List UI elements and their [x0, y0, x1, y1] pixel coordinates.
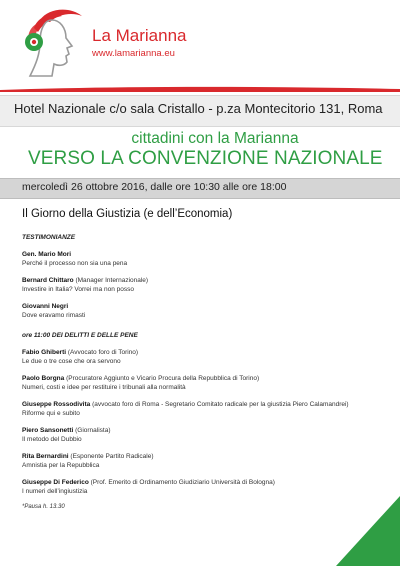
talk-title: Dove eravamo rimasti [22, 312, 86, 319]
speaker-role: (Giornalista) [73, 427, 111, 434]
day-title: Il Giorno della Giustizia (e dell’Economia) [22, 208, 233, 220]
speaker-entry [22, 426, 382, 444]
speaker-entry [22, 302, 382, 320]
speaker-entry [22, 478, 382, 496]
speaker-role: (Esponente Partito Radicale) [68, 453, 154, 460]
speaker-name: Giuseppe Di Federico [22, 479, 89, 486]
header [0, 0, 400, 92]
speaker-role: (Avvocato foro di Torino) [66, 349, 139, 356]
speaker-line [22, 302, 382, 311]
speaker-entry [22, 348, 382, 366]
talk-title: Numeri, costi e idee per restituire i tribunali alla normalità [22, 384, 186, 391]
speaker-entry [22, 374, 382, 392]
speaker-name: Giovanni Negri [22, 303, 69, 310]
footnote: *Pausa h. 13.30 [22, 504, 65, 510]
subtitle: cittadini con la Marianna [131, 130, 299, 147]
speaker-line [22, 478, 382, 487]
speaker-name: Bernard Chittaro [22, 277, 74, 284]
speaker-entry [22, 250, 382, 268]
speaker-line [22, 374, 382, 383]
green-corner-triangle [336, 496, 400, 566]
speaker-name: Giuseppe Rossodivita [22, 401, 91, 408]
speaker-name: Piero Sansonetti [22, 427, 74, 434]
talk-title: Perché il processo non sia una pena [22, 260, 128, 267]
talk-title: Investire in Italia? Vorrei ma non posso [22, 286, 135, 293]
talk-title: Il metodo del Dubbio [22, 436, 82, 443]
event-date: mercoledì 26 ottobre 2016, dalle ore 10:30 alle ore 18:00 [22, 181, 287, 193]
speaker-role: (Procuratore Aggiunto e Vicario Procura della Repubblica di Torino) [64, 375, 260, 382]
speaker-line [22, 276, 382, 285]
talk-title: Amnistia per la Repubblica [22, 462, 100, 469]
brand-url[interactable]: www.lamarianna.eu [92, 48, 175, 59]
talk-title: Riforme qui e subito [22, 410, 80, 417]
speaker-entry [22, 452, 382, 470]
header-swoosh [0, 86, 400, 92]
brand-name: La Marianna [92, 26, 187, 45]
speaker-line [22, 452, 382, 461]
speaker-entry [22, 276, 382, 294]
speaker-name: Paolo Borgna [22, 375, 65, 382]
program-section [22, 328, 382, 496]
program-section [22, 234, 382, 320]
section-heading: TESTIMONIANZE [22, 234, 76, 241]
talk-title: Le due o tre cose che ora servono [22, 358, 121, 365]
speaker-name: Gen. Mario Mori [22, 251, 72, 258]
speaker-name: Fabio Ghiberti [22, 349, 67, 356]
speaker-line [22, 250, 382, 259]
speaker-entry [22, 400, 382, 418]
speaker-role: (Manager Internazionale) [73, 277, 149, 284]
speaker-role: (avvocato foro di Roma - Segretario Comitato radicale per la giustizia Piero Calamandrei) [90, 401, 349, 408]
speaker-line [22, 348, 382, 357]
program-sections [22, 234, 382, 496]
speaker-role: (Prof. Emerito di Ordinamento Giudiziario Università di Bologna) [88, 479, 275, 486]
page-title: VERSO LA CONVENZIONE NAZIONALE [28, 148, 383, 169]
venue-text: Hotel Nazionale c/o sala Cristallo - p.za Montecitorio 131, Roma [14, 101, 383, 116]
marianna-profile-logo [22, 6, 86, 84]
speaker-line [22, 426, 382, 435]
speaker-name: Rita Bernardini [22, 453, 69, 460]
program [22, 208, 382, 510]
brand [92, 26, 187, 61]
section-heading: ore 11:00 DEI DELITTI E DELLE PENE [22, 332, 138, 339]
talk-title: I numeri dell’ingiustizia [22, 488, 88, 495]
speaker-line [22, 400, 382, 409]
